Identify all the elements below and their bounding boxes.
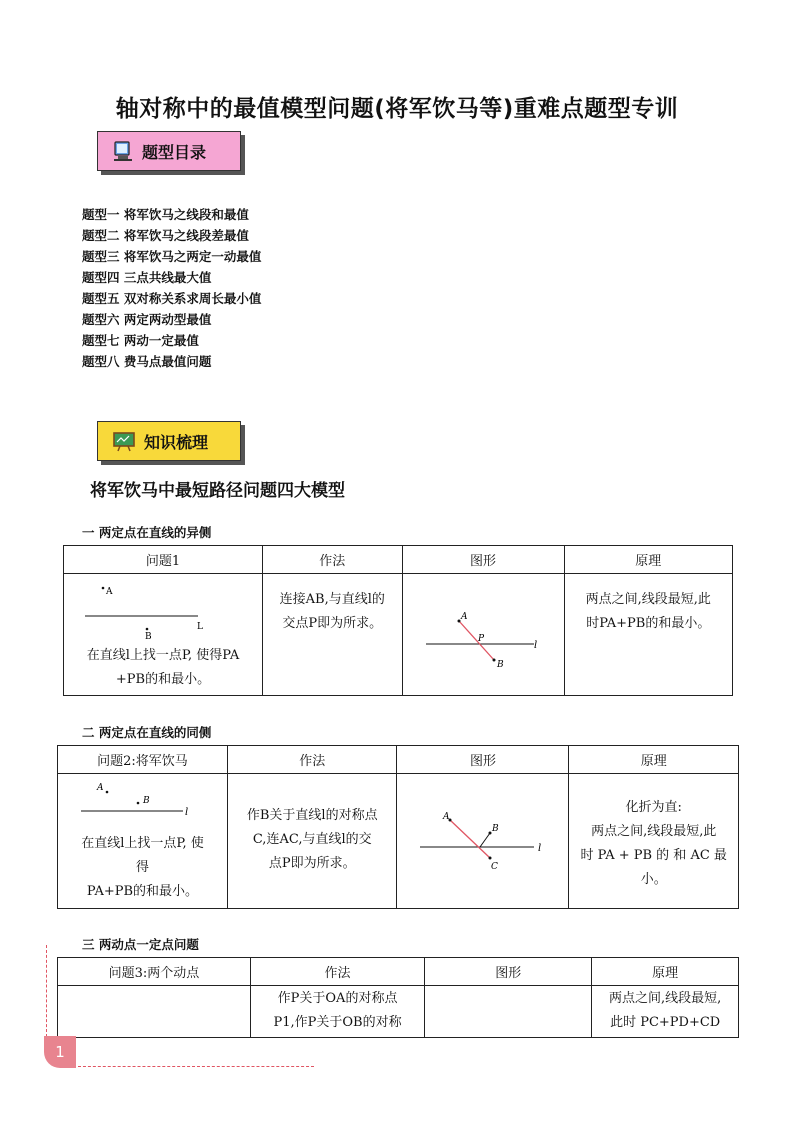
method-cell bbox=[250, 986, 424, 1038]
problem-text: 在直线l上找一点P, 使 bbox=[81, 836, 204, 851]
label-c: C bbox=[491, 862, 499, 872]
principle-text: 化折为直: bbox=[625, 800, 682, 815]
model-figure bbox=[404, 588, 563, 678]
toc-item[interactable]: 题型七 两动一定最值 bbox=[82, 333, 199, 348]
label-p: P bbox=[477, 633, 484, 644]
section-heading: 三 两动点一定点问题 bbox=[82, 937, 199, 952]
knowledge-badge-label: 知识梳理 bbox=[144, 432, 209, 452]
problem-text: PA+PB的和最小。 bbox=[86, 884, 199, 899]
problem-cell bbox=[58, 774, 228, 909]
problem-cell bbox=[58, 986, 251, 1038]
method-text: P1,作P关于OB的对称 bbox=[273, 1015, 402, 1030]
col-header: 问题2:将军饮马 bbox=[58, 746, 228, 774]
method-cell bbox=[227, 774, 397, 909]
col-header: 作法 bbox=[262, 546, 402, 574]
method-text: 作P关于OA的对称点 bbox=[277, 991, 398, 1006]
principle-text: 两点之间,线段最短,此 bbox=[585, 592, 711, 607]
col-header: 图形 bbox=[402, 546, 564, 574]
principle-text: 两点之间,线段最短,此 bbox=[591, 824, 717, 839]
principle-cell bbox=[569, 774, 739, 909]
problem-cell bbox=[64, 574, 263, 696]
page-title: 轴对称中的最值模型问题(将军饮马等)重难点题型专训 bbox=[115, 96, 679, 122]
toc-item[interactable]: 题型三 将军饮马之两定一动最值 bbox=[82, 249, 262, 264]
label-b: B bbox=[492, 824, 500, 834]
principle-text: 两点之间,线段最短, bbox=[609, 991, 722, 1006]
section-heading: 二 两定点在直线的同侧 bbox=[82, 725, 212, 740]
col-header: 图形 bbox=[425, 958, 592, 986]
label-a: A bbox=[443, 812, 450, 822]
col-header: 原理 bbox=[564, 546, 732, 574]
knowledge-badge bbox=[97, 421, 241, 461]
method-text: 交点P即为所求。 bbox=[282, 616, 383, 631]
method-text: 点P即为所求。 bbox=[268, 856, 356, 871]
figure-cell bbox=[397, 774, 569, 909]
label-l: l bbox=[533, 639, 537, 651]
label-a: A bbox=[105, 587, 113, 597]
toc-item[interactable]: 题型四 三点共线最大值 bbox=[82, 270, 212, 285]
principle-text: 时PA+PB的和最小。 bbox=[586, 616, 711, 631]
monitor-icon bbox=[112, 140, 134, 162]
toc-item[interactable]: 题型八 费马点最值问题 bbox=[82, 354, 212, 369]
toc-item[interactable]: 题型五 双对称关系求周长最小值 bbox=[82, 291, 262, 306]
label-b: B bbox=[144, 632, 152, 640]
label-a: A bbox=[96, 783, 104, 793]
figure-cell bbox=[425, 986, 592, 1038]
model-table bbox=[57, 957, 739, 1038]
principle-text: 小。 bbox=[640, 872, 667, 887]
model-table bbox=[63, 545, 733, 696]
problem-text: 得 bbox=[135, 860, 149, 875]
label-l: l bbox=[538, 843, 542, 854]
page-number: 1 bbox=[44, 1036, 76, 1068]
label-b: B bbox=[496, 659, 504, 670]
col-header: 原理 bbox=[569, 746, 739, 774]
method-text: 作B关于直线l的对称点 bbox=[246, 808, 378, 823]
chalkboard-icon bbox=[112, 430, 136, 452]
principle-cell bbox=[592, 986, 739, 1038]
col-header: 问题1 bbox=[64, 546, 263, 574]
figure-cell bbox=[402, 574, 564, 696]
problem-text: 在直线l上找一点P, 使得PA bbox=[86, 648, 240, 663]
col-header: 原理 bbox=[592, 958, 739, 986]
label-a: A bbox=[460, 611, 468, 622]
col-header: 问题3:两个动点 bbox=[58, 958, 251, 986]
col-header: 作法 bbox=[227, 746, 397, 774]
problem-figure bbox=[65, 574, 261, 640]
principle-cell bbox=[564, 574, 732, 696]
problem-figure bbox=[59, 774, 226, 828]
toc-item[interactable]: 题型一 将军饮马之线段和最值 bbox=[82, 207, 249, 222]
label-l: L bbox=[196, 622, 203, 632]
problem-text: +PB的和最小。 bbox=[115, 672, 211, 687]
page-border-decoration bbox=[46, 945, 47, 1037]
toc-badge bbox=[97, 131, 241, 171]
col-header: 作法 bbox=[250, 958, 424, 986]
section-heading: 一 两定点在直线的异侧 bbox=[82, 525, 212, 540]
toc-badge-label: 题型目录 bbox=[142, 142, 207, 162]
toc-item[interactable]: 题型二 将军饮马之线段差最值 bbox=[82, 228, 249, 243]
principle-text: 此时 PC+PD+CD bbox=[610, 1015, 721, 1030]
method-text: 连接AB,与直线l的 bbox=[279, 592, 385, 607]
method-text: C,连AC,与直线l的交 bbox=[252, 832, 372, 847]
model-figure bbox=[398, 789, 567, 889]
col-header: 图形 bbox=[397, 746, 569, 774]
label-l: l bbox=[184, 807, 189, 818]
principle-text: 时 PA + PB 的 和 AC 最 bbox=[580, 848, 727, 863]
toc-list bbox=[82, 204, 261, 372]
page-border-decoration bbox=[78, 1066, 314, 1067]
section-subtitle: 将军饮马中最短路径问题四大模型 bbox=[90, 481, 345, 501]
method-cell bbox=[262, 574, 402, 696]
label-b: B bbox=[142, 796, 150, 806]
model-table bbox=[57, 745, 739, 909]
toc-item[interactable]: 题型六 两定两动型最值 bbox=[82, 312, 212, 327]
